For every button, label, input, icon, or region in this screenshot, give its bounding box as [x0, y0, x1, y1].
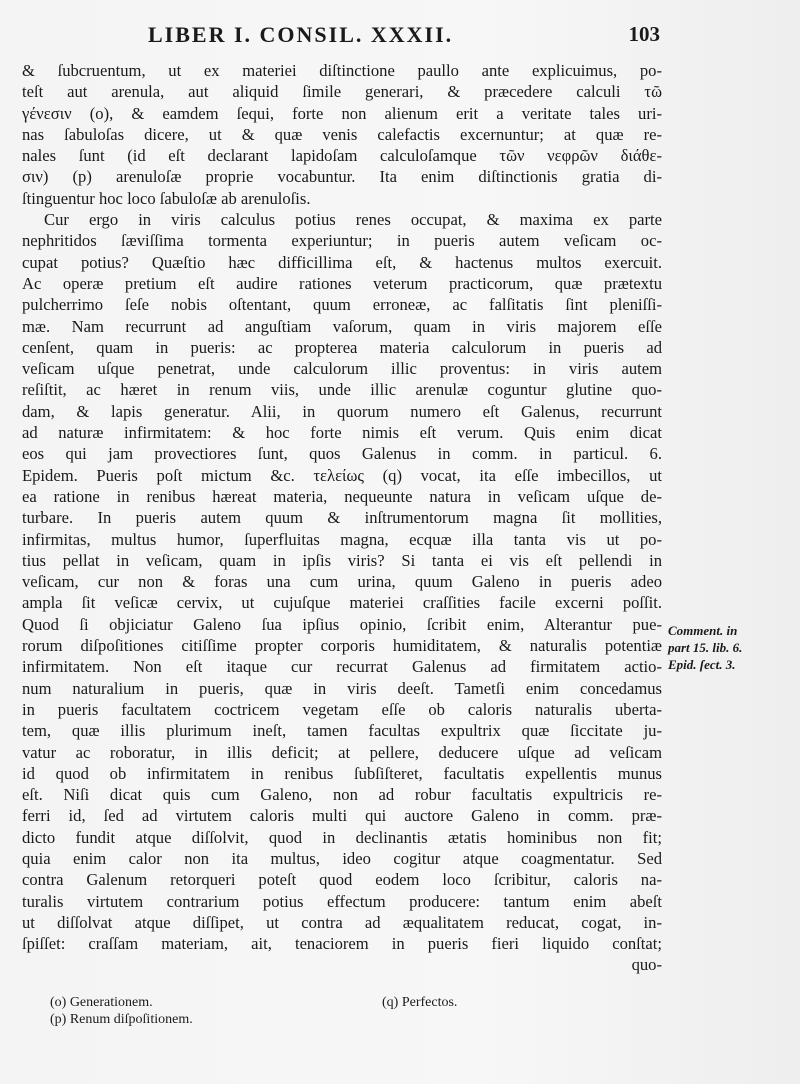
text-line: eos qui jam provectiores ſunt, quos Galenus in comm. in particul. 6. [22, 444, 662, 464]
text-line: Cur ergo in viris calculus potius renes occupat, & maxima ex parte [44, 210, 662, 230]
text-line: nas ſabuloſas dicere, ut & quæ venis calefactis excernuntur; at quæ re- [22, 124, 662, 144]
page-number: 103 [628, 22, 660, 46]
text-line: turalis virtutem contrarium potius effectum producere: tantum enim abeſt [22, 891, 662, 911]
text-line: ampla ſit veſicæ cervix, ut cujuſque materiei craſſities facile excerni poſſit. [22, 593, 662, 613]
text-line: mæ. Nam recurrunt ad anguſtiam vaſorum, quam in viris majorem eſſe [22, 316, 662, 336]
text-line: rorum diſpoſitiones citiſſime propter corporis humiditatem, & naturalis potentiæ [22, 636, 662, 656]
running-title: LIBER I. CONSIL. XXXII. [148, 22, 454, 47]
text-line: teſt aut arenula, aut aliquid ſimile generari, & præcedere calculi τῶ [22, 82, 662, 102]
text-line: vatur ac roboratur, in illis deficit; at pellere, deducere uſque ad veſicam [22, 742, 662, 762]
text-line: quia enim calor non ita multus, ideo cogitur atque coagmentatur. Sed [22, 848, 662, 868]
text-line: Ac operæ pretium eſt audire rationes veterum practicorum, quæ prætextu [22, 273, 662, 293]
text-line: ad naturæ infirmitatem: & hoc forte nimis eſt verum. Quis enim dicat [22, 423, 662, 443]
running-header [100, 22, 660, 52]
main-text [22, 60, 662, 976]
text-line: ea ratione in renibus hæreat materia, nequeunte natura in veſicam uſque de- [22, 486, 662, 506]
text-line: turbare. In pueris autem quum & inſtrumentorum magna ſit mollities, [22, 508, 662, 528]
margin-note-line: Comment. in [668, 623, 738, 638]
text-line: num naturalium in pueris, quæ in viris deeſt. Tametſi enim concedamus [22, 678, 662, 698]
margin-note-line: part 15. lib. 6. [668, 640, 743, 655]
text-line: veſicam, cur non & foras una cum urina, quum Galeno in pueris adeo [22, 572, 662, 592]
text-line: cenſent, quam in pueris: ac propterea materia calculorum in pueris ad [22, 337, 662, 357]
footnote-o: (o) Generationem. [50, 995, 153, 1010]
text-line: id quod ob infirmitatem in renibus ſubſiſteret, facultatis expellentis munus [22, 763, 662, 783]
text-line: contra Galenum retorqueri poteſt quod eodem loco ſcribitur, caloris na- [22, 870, 662, 890]
text-line: veſicam uſque penetrat, unde calculorum illic proventus: in viris autem [22, 359, 662, 379]
text-line: ſtinguentur hoc loco ſabuloſæ ab arenuloſis. [22, 188, 311, 208]
text-line: tem, quæ illis plurimum ineſt, tamen facultas expultrix quæ ſiccitate ju- [22, 721, 662, 741]
text-line: & ſubcruentum, ut ex materiei diſtinctione paullo ante explicuimus, po- [22, 61, 662, 80]
text-line: infirmitas, multus humor, ſuperfluitas magna, ecquæ illa tanta vis ut po- [22, 529, 662, 549]
text-line: ſpiſſet: craſſam materiam, ait, tenaciorem in pueris fieri liquido conſtat; [22, 934, 662, 954]
text-line: nephritidos ſæviſſima tormenta experiuntur; in pueris autem veſicam oc- [22, 231, 662, 251]
text-line: nales ſunt (id eſt declarant lapidoſam calculoſamque τῶν νεφρῶν διάθε- [22, 146, 662, 166]
text-line: quo- [631, 955, 662, 975]
text-line: ut diſſolvat atque diſſipet, ut contra ad æqualitatem reducat, cogat, in- [22, 912, 662, 932]
text-line: σιν) (p) arenuloſæ proprie vocabuntur. Ita enim diſtinctionis gratia di- [22, 167, 662, 187]
text-line: pulcherrimo ſeſe nobis oſtentant, quum erroneæ, ac falſitatis ſint pleniſſi- [22, 295, 662, 315]
text-line: infirmitatem. Non eſt itaque cur recurrat Galenus ad firmitatem actio- [22, 657, 662, 677]
text-line: cupat potius? Quæſtio hæc difficillima eſt, & hactenus multos exercuit. [22, 252, 662, 272]
text-line: γένεσιν (o), & eamdem ſequi, forte non alienum erit a veritate tales uri- [22, 103, 662, 123]
text-line: tius pellat in veſicam, quam in ipſis viris? Si tanta ei vis eſt pellendi in [22, 550, 662, 570]
footnote-p: (p) Renum diſpoſitionem. [50, 1012, 193, 1027]
text-line: reſiſtit, ac hæret in renum viis, unde illic arenulæ coguntur glutine quo- [22, 380, 662, 400]
text-line: dam, & lapis generatur. Alii, in quorum numero eſt Galenus, recurrunt [22, 401, 662, 421]
text-line: Epidem. Pueris poſt mictum &c. τελείως (q) vocat, ita eſſe imbecillos, ut [22, 465, 662, 485]
text-line: Quod ſi objiciatur Galeno ſua ipſius opinio, ſcribit enim, Alterantur pue- [22, 614, 662, 634]
text-line: dicto fundit atque diſſolvit, quod in declinantis ætatis hominibus non fit; [22, 827, 662, 847]
text-line: eſt. Niſi dicat quis cum Galeno, non ad robur facultatis expultricis re- [22, 785, 662, 805]
text-line: ferri id, ſed ad virtutem caloris multi qui auctore Galeno in comm. præ- [22, 806, 662, 826]
margin-note [668, 622, 798, 673]
text-line: in pueris facultatem coctricem vegetam eſſe ob caloris naturalis uberta- [22, 699, 662, 719]
margin-note-line: Epid. ſect. 3. [668, 657, 736, 672]
footnote-q: (q) Perfectos. [382, 995, 458, 1010]
